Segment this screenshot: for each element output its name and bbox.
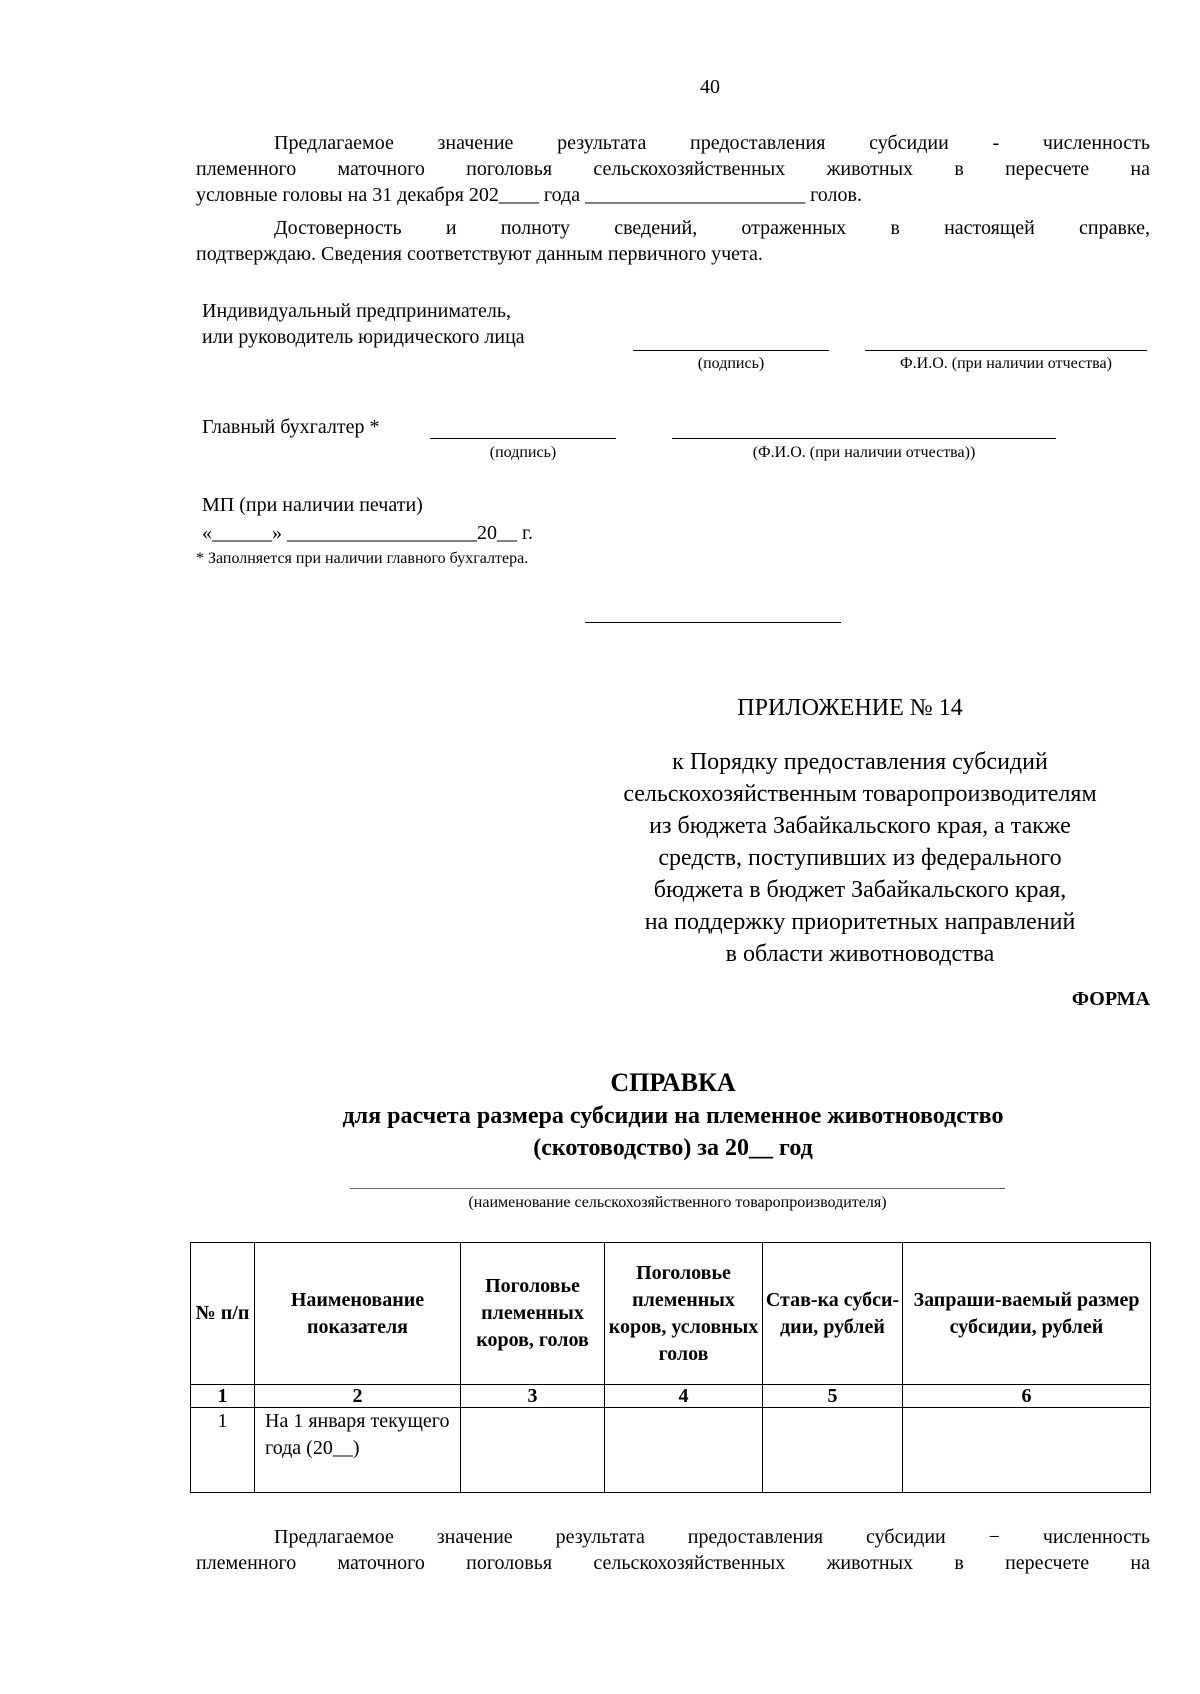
appendix-line: из бюджета Забайкальского края, а также (649, 813, 1071, 839)
confirmation-paragraph (196, 215, 1150, 267)
column-number: 3 (461, 1385, 605, 1408)
row-cell[interactable] (763, 1408, 903, 1493)
certificate-subtitle-line: для расчета размера субсидии на племенное животноводство (342, 1103, 1004, 1129)
paragraph-line: племенного маточного поголовья сельскохозяйственных животных в пересчете на (196, 1552, 1150, 1574)
chief-fio-line (672, 438, 1056, 439)
row-indicator: На 1 января текущего года (20__) (255, 1408, 461, 1493)
paragraph-line: Достоверность и полноту сведений, отраженных в настоящей справке, (274, 217, 1150, 239)
header-cows-conditional: Поголовье племенных коров, условных голов (605, 1243, 763, 1385)
page-number: 40 (700, 76, 720, 98)
column-number: 4 (605, 1385, 763, 1408)
appendix-title: ПРИЛОЖЕНИЕ № 14 (737, 695, 963, 721)
paragraph-line: Предлагаемое значение результата предоставления субсидии - численность (274, 132, 1150, 154)
signature-line (633, 350, 829, 351)
bottom-paragraph (196, 1524, 1150, 1576)
chief-signature-line (430, 438, 616, 439)
paragraph-line: условные головы на 31 декабря 202____ года ______________________ голов. (196, 184, 862, 206)
header-num: № п/п (191, 1243, 255, 1385)
section-separator (585, 622, 841, 623)
producer-caption: (наименование сельскохозяйственного товаропроизводителя) (468, 1194, 887, 1211)
calculation-table (190, 1242, 1151, 1493)
signature-caption: (подпись) (697, 355, 765, 372)
appendix-line: в области животноводства (725, 941, 995, 967)
appendix-line: бюджета в бюджет Забайкальского края, (653, 877, 1067, 903)
table-row (191, 1408, 1151, 1493)
entrepreneur-label-line: или руководитель юридического лица (202, 326, 525, 348)
date-line: «______» ___________________20__ г. (202, 522, 533, 544)
column-number: 6 (903, 1385, 1151, 1408)
chief-fio-caption: (Ф.И.О. (при наличии отчества)) (752, 444, 976, 461)
certificate-subtitle-line: (скотоводство) за 20__ год (533, 1135, 813, 1161)
chief-accountant-label: Главный бухгалтер * (202, 416, 380, 438)
paragraph-line: племенного маточного поголовья сельскохозяйственных животных в пересчете на (196, 158, 1150, 180)
stamp-label: МП (при наличии печати) (202, 494, 423, 516)
column-number: 1 (191, 1385, 255, 1408)
column-number: 2 (255, 1385, 461, 1408)
fio-line (865, 350, 1147, 351)
header-cows-heads: Поголовье племенных коров, голов (461, 1243, 605, 1385)
appendix-line: сельскохозяйственным товаропроизводителям (623, 781, 1097, 807)
paragraph-line: подтверждаю. Сведения соответствуют данным первичного учета. (196, 243, 763, 265)
row-cell[interactable] (903, 1408, 1151, 1493)
header-indicator: Наименование показателя (255, 1243, 461, 1385)
result-paragraph (196, 130, 1150, 208)
header-rate: Став-ка субси-дии, рублей (763, 1243, 903, 1385)
appendix-line: на поддержку приоритетных направлений (644, 909, 1076, 935)
producer-name-line (350, 1188, 1005, 1189)
entrepreneur-label-line: Индивидуальный предприниматель, (202, 300, 511, 322)
paragraph-line: Предлагаемое значение результата предоставления субсидии − численность (274, 1526, 1150, 1548)
row-cell[interactable] (461, 1408, 605, 1493)
form-label: ФОРМА (1071, 988, 1150, 1010)
column-number: 5 (763, 1385, 903, 1408)
entrepreneur-label (202, 298, 622, 350)
appendix-reference (560, 746, 1160, 970)
header-requested: Запраши-ваемый размер субсидии, рублей (903, 1243, 1151, 1385)
row-cell[interactable] (605, 1408, 763, 1493)
chief-signature-caption: (подпись) (489, 444, 557, 461)
fio-caption: Ф.И.О. (при наличии отчества) (900, 355, 1112, 372)
appendix-line: средств, поступивших из федерального (658, 845, 1062, 871)
footnote: * Заполняется при наличии главного бухгалтера. (196, 550, 529, 567)
appendix-line: к Порядку предоставления субсидий (672, 749, 1048, 775)
certificate-title: СПРАВКА (610, 1068, 736, 1097)
row-num: 1 (191, 1408, 255, 1493)
certificate-subtitle (196, 1100, 1150, 1164)
